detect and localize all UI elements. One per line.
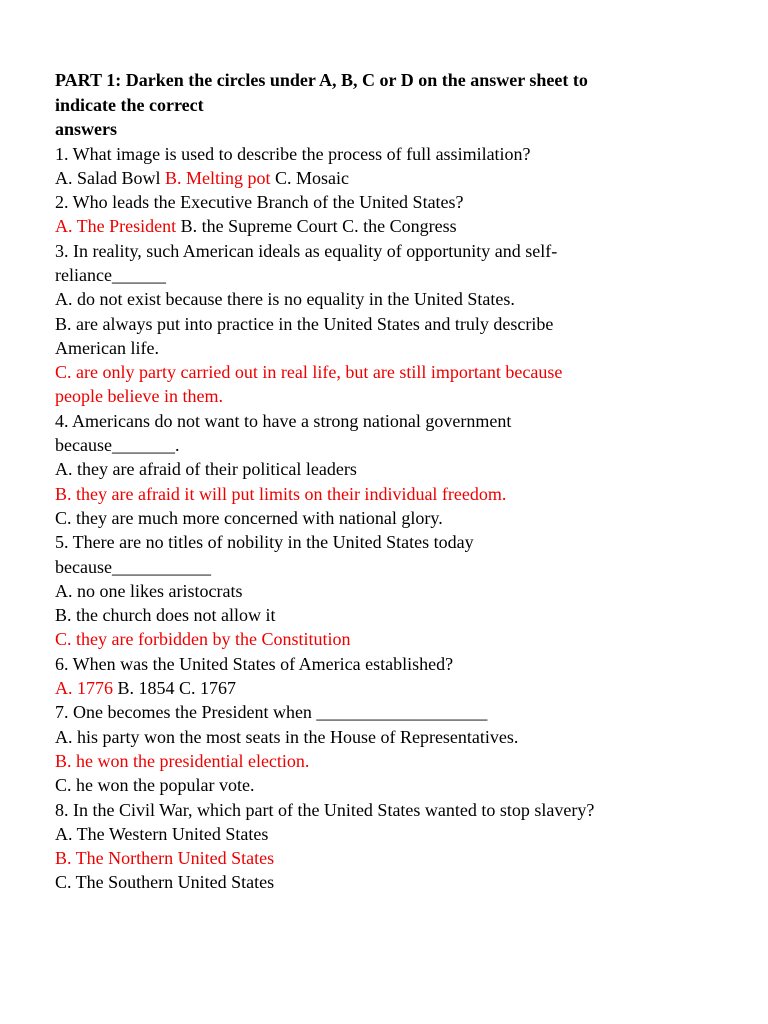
q3-option-c-answer-line-2: people believe in them. xyxy=(55,386,223,407)
question-7: 7. One becomes the President when ___________________ xyxy=(55,702,488,723)
question-2: 2. Who leads the Executive Branch of the United States? xyxy=(55,192,464,213)
q2-option-b-c: B. the Supreme Court C. the Congress xyxy=(176,216,457,237)
question-1-options xyxy=(55,166,725,190)
q5-option-c-answer: C. they are forbidden by the Constitution xyxy=(55,629,351,650)
q7-option-c: C. he won the popular vote. xyxy=(55,775,255,796)
question-5-line-2: because___________ xyxy=(55,556,211,577)
instructions-line-2: indicate the correct xyxy=(55,94,204,115)
q8-option-a: A. The Western United States xyxy=(55,823,269,844)
q3-option-b-line-1: B. are always put into practice in the United States and truly describe xyxy=(55,313,554,334)
question-1: 1. What image is used to describe the process of full assimilation? xyxy=(55,143,531,164)
q4-option-b-answer: B. they are afraid it will put limits on their individual freedom. xyxy=(55,483,507,504)
q8-option-b-answer: B. The Northern United States xyxy=(55,848,275,869)
q1-option-c: C. Mosaic xyxy=(270,167,350,188)
question-2-options xyxy=(55,214,725,238)
q6-option-b-c: B. 1854 C. 1767 xyxy=(113,678,237,699)
worksheet xyxy=(55,68,725,895)
question-6: 6. When was the United States of America established? xyxy=(55,653,454,674)
q1-option-a: A. Salad Bowl xyxy=(55,167,165,188)
question-4-line-2: because_______. xyxy=(55,435,180,456)
q6-option-a-answer: A. 1776 xyxy=(55,678,113,699)
q7-option-b-answer: B. he won the presidential election. xyxy=(55,750,310,771)
q3-option-a: A. do not exist because there is no equality in the United States. xyxy=(55,289,515,310)
q4-option-a: A. they are afraid of their political leaders xyxy=(55,459,357,480)
q1-option-b-answer: B. Melting pot xyxy=(165,167,271,188)
q5-option-b: B. the church does not allow it xyxy=(55,605,276,626)
question-5-line-1: 5. There are no titles of nobility in the United States today xyxy=(55,532,474,553)
q4-option-c: C. they are much more concerned with national glory. xyxy=(55,507,443,528)
q2-option-a-answer: A. The President xyxy=(55,216,177,237)
q3-option-b-line-2: American life. xyxy=(55,337,159,358)
q3-option-c-answer-line-1: C. are only party carried out in real life, but are still important because xyxy=(55,362,563,383)
q8-option-c: C. The Southern United States xyxy=(55,872,275,893)
instructions-heading xyxy=(55,68,725,142)
question-4-line-1: 4. Americans do not want to have a strong national government xyxy=(55,410,512,431)
question-6-options xyxy=(55,676,725,700)
question-3-line-2: reliance______ xyxy=(55,264,166,285)
instructions-line-1: PART 1: Darken the circles under A, B, C or D on the answer sheet to xyxy=(55,70,588,90)
instructions-line-3: answers xyxy=(55,119,117,139)
question-3-line-1: 3. In reality, such American ideals as equality of opportunity and self- xyxy=(55,240,558,261)
q5-option-a: A. no one likes aristocrats xyxy=(55,580,243,601)
q7-option-a: A. his party won the most seats in the House of Representatives. xyxy=(55,726,519,747)
question-8: 8. In the Civil War, which part of the United States wanted to stop slavery? xyxy=(55,799,595,820)
